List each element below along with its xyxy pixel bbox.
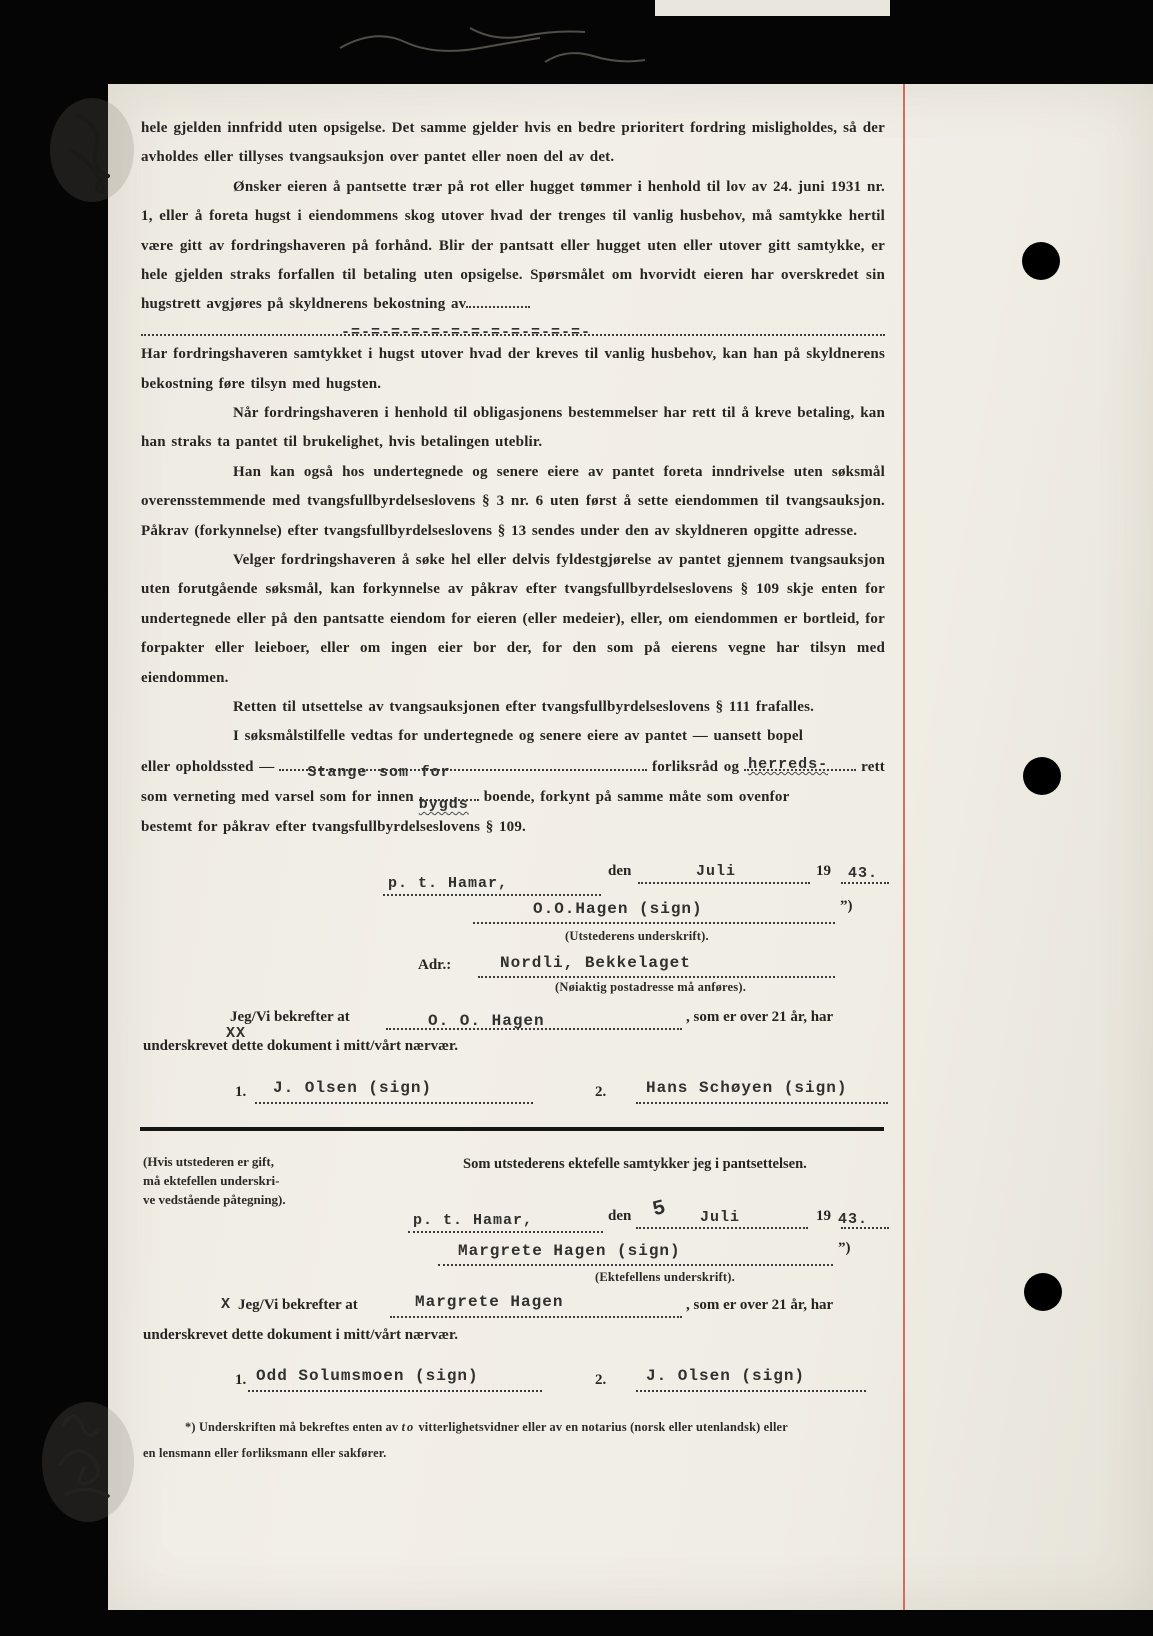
typewriter-cancel-marks: -=-=-=-=-=-=-=-=-=-=-=-=- [341,323,592,341]
venue-line-3 [141,782,885,812]
paragraph-enforcement-clause: Han kan også hos undertegnede og senere eiere av pantet foreta inndrivelse uten søksmål overensstemmende med tvangsfullbyrdelseslovens § 3 nr. 6 uten først å sette eiendommen til tvangsauksjon. Påkrav (forkynnelse) efter tvangsfullbyrdelseslovens § 13 sendes under den av skyldneren opgitte adresse. [141,463,885,539]
spouse-signature-dotted-line [438,1264,833,1266]
witness-dotted-line-1a [255,1102,533,1104]
typed-witness-1b: Hans Schøyen (sign) [646,1079,848,1097]
footnote-text-a: Underskriften må bekreftes enten av [198,1420,402,1434]
typed-issuer-signature: O.O.Hagen (sign) [533,900,703,918]
paper-sheet [108,84,1153,1610]
blank-dotted-fill [466,296,530,308]
typed-year-2: 43. [838,1211,869,1228]
witness-number-1a: 1. [235,1084,247,1100]
paragraph-waiver-clause: Retten til utsettelse av tvangsauksjonen efter tvangsfullbyrdelseslovens § 111 frafalles. [233,698,815,715]
venue-line-1: I søksmålstilfelle vedtas for undertegnede og senere eiere av pantet — uansett bopel [233,728,804,745]
typed-confirmed-name-1: O. O. Hagen [428,1012,545,1030]
venue-line-4: bestemt for påkrav efter tvangsfullbyrdelseslovens § 109. [141,818,526,835]
spouse-consent-text: Som utstederens ektefelle samtykker jeg i pantsettelsen. [463,1156,807,1172]
district-text-post: boende, forkynt på samme måte som ovenfor [483,789,790,806]
court-blank [744,752,856,771]
footnote-ref-2: ”) [838,1240,851,1256]
confirm-prefix-2: Jeg/Vi bekrefter at [238,1297,358,1313]
signature-dotted-line [473,922,835,924]
typed-confirmed-name-2: Margrete Hagen [415,1293,564,1311]
witness-dotted-line-2b [636,1390,866,1392]
section-divider-rule [140,1127,884,1131]
typed-witness-2a: Odd Solumsmoen (sign) [256,1367,479,1385]
typed-day-2: 5 [650,1196,670,1223]
spouse-note-line3: ve vedstående påtegning). [143,1192,286,1207]
date-den-label-2: den [608,1208,632,1224]
date-19-label-2: 19 [816,1208,831,1224]
typed-strike-mark-2: X [221,1296,232,1313]
district-blank [418,782,479,814]
paragraph-continuation: hele gjelden innfridd uten opsigelse. Det samme gjelder hvis en bedre prioritert fordring misligholdes, så der avholdes eller tillyses tvangsauksjon over pantet eller noen del av det. [141,120,885,166]
punch-hole-top [1022,242,1060,280]
footnote-ref-1: ”) [840,898,853,914]
cancelled-blank-line [141,322,885,341]
typed-strike-marks: XX [226,1025,247,1042]
typed-place-2: p. t. Hamar, [413,1212,534,1229]
footnote-marker: *) [185,1420,196,1434]
scan-edge-strip [655,0,890,16]
typed-month-1: Juli [696,863,737,880]
year-dotted-line [841,882,889,884]
typed-witness-1a: J. Olsen (sign) [273,1079,433,1097]
court-suffix-text: rett [861,758,885,775]
date-den-label: den [608,863,632,879]
date-dotted-line [638,882,810,884]
court-text: forliksråd og [652,758,740,775]
address-caption: (Nøiaktig postadresse må anføres). [555,980,747,994]
paragraph-auction-clause: Velger fordringshaveren å søke hel eller delvis fyldestgjørelse av pantet gjennem tvangsauksjon uten forutgående søksmål, kan forkynnelse av påkrav efter tvangsfullbyrdelseslovens § 109 skje enten for undertegnede eller på den pantsatte eiendom for eieren (eller medeier), eller, om eiendommen er bortleid, for forpakter eller leieboer, eller om ingen eier bor der, for den som på eierens vegne har tilsyn med eiendommen. [141,551,885,686]
footnote-emphasis-to: to [401,1420,416,1434]
witness-dotted-line-2a [248,1390,542,1392]
venue-line-2 [141,752,885,782]
confirm-line2-1: underskrevet dette dokument i mitt/vårt nærvær. [143,1038,458,1054]
paragraph-payment-clause: Når fordringshaveren i henhold til obligasjonens bestemmelser har rett til å kreve betaling, kan han straks ta pantet til brukelighet, hvis betalingen uteblir. [141,404,885,451]
confirm-name-dotted-line-2 [390,1316,682,1318]
spouse-note-line2: må ektefellen underskri- [143,1173,280,1188]
confirm-line2-2: underskrevet dette dokument i mitt/vårt nærvær. [143,1327,458,1343]
witness-number-2b: 2. [595,1372,607,1388]
punch-hole-bottom [1024,1273,1062,1311]
witness-number-2a: 1. [235,1372,247,1388]
place-dotted-line-2 [408,1231,603,1233]
typed-month-2: Juli [700,1209,741,1226]
date-19-label: 19 [816,863,831,879]
footnote-text-c: vitterlighetsvidner eller av en notarius (norsk eller utenlandsk) eller [415,1420,788,1434]
typed-spouse-signature: Margrete Hagen (sign) [458,1242,681,1260]
place-dotted-line [383,894,601,896]
issuer-signature-caption: (Utstederens underskrift). [565,929,709,943]
venue-clause-block [141,722,885,842]
footnote-line-2: en lensmann eller forliksmann eller sakfører. [143,1446,387,1460]
spouse-note [143,1152,373,1209]
confirm-suffix-2: , som er over 21 år, har [686,1297,834,1313]
witness-number-1b: 2. [595,1084,607,1100]
red-margin-line [903,84,905,1610]
punch-hole-middle [1023,757,1061,795]
typed-place-1: p. t. Hamar, [388,875,509,892]
address-dotted-line [478,976,835,978]
date-dotted-line-2 [636,1227,808,1229]
venue-text: eller opholdssted — [141,758,275,775]
faint-pencil-scribble [340,28,645,62]
paragraph-text: Ønsker eieren å pantsette trær på rot eller hugget tømmer i henhold til lov av 24. juni 1931 nr. 1, eller å foreta hugst i eiendommens skog utover hvad der trenges til vanlig husbehov, må samtykke hertil være gitt av fordringshaveren på forhånd. Blir der pantsatt eller hugget uten eller utover gitt samtykke, er hele gjelden straks forfallen til betaling uten opsigelse. Spørsmålet om hvorvidt eieren har overskredet sin hugstrett avgjøres på skyldnerens bekostning av [141,178,885,313]
spouse-note-line1: (Hvis utstederen er gift, [143,1154,274,1169]
district-text-pre: som verneting med varsel som for innen [141,789,414,806]
typed-address: Nordli, Bekkelaget [500,954,691,972]
address-label: Adr.: [418,957,452,973]
witness-dotted-line-1b [636,1102,888,1104]
typed-venue: Stange som for [307,763,451,781]
confirm-prefix-1: Jeg/Vi bekrefter at [230,1009,350,1025]
spouse-signature-caption: (Ektefellens underskrift). [595,1270,735,1284]
typed-witness-2b: J. Olsen (sign) [646,1367,806,1385]
typed-district: bygds [418,796,469,814]
paragraph-forest-clause [141,173,885,320]
body-text [141,114,885,842]
typed-year-1: 43. [848,865,879,882]
typed-court-type: herreds- [748,755,829,773]
confirm-suffix-1: , som er over 21 år, har [686,1009,834,1025]
footnote-line-1 [185,1420,890,1435]
venue-blank [279,752,647,781]
paragraph-consent-clause: Har fordringshaveren samtykket i hugst utover hvad der kreves til vanlig husbehov, kan han på skyldnerens bekostning føre tilsyn med hugsten. [141,346,885,392]
